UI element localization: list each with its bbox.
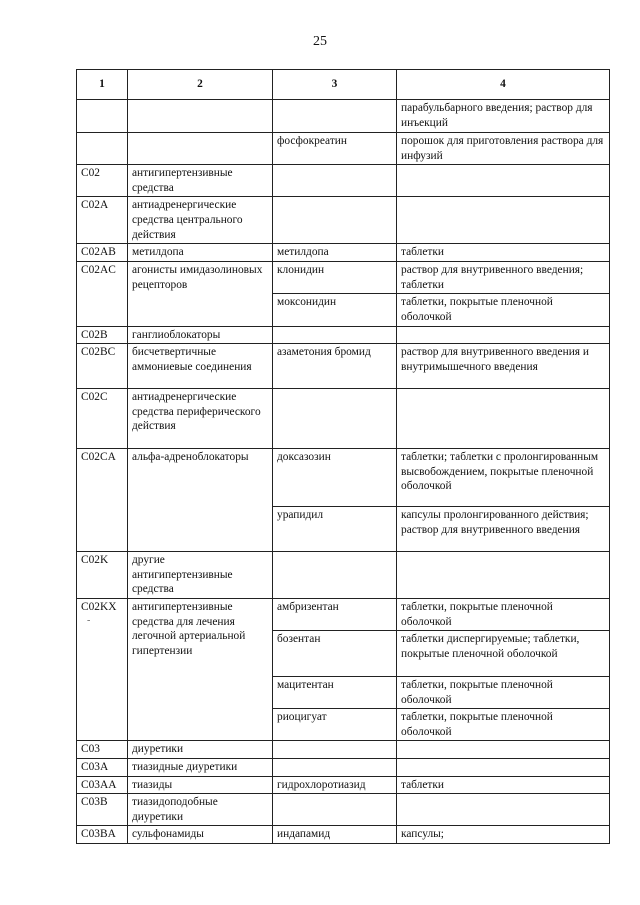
table-row: [77, 741, 610, 759]
anatomic-group-cell: [128, 165, 273, 197]
table-row: [77, 776, 610, 794]
drug-name-cell: [273, 507, 397, 552]
table-row: [77, 197, 610, 244]
dosage-form-cell: [397, 197, 610, 244]
dosage-form-cell: [397, 294, 610, 326]
table-row: [77, 344, 610, 389]
drug-name-cell-text: фосфокреатин: [277, 135, 347, 147]
atc-code-cell-text: C02KX: [81, 600, 117, 613]
atc-code-cell: [77, 244, 128, 262]
atc-code-cell-text: C03BA: [81, 828, 116, 841]
atc-code-cell: [77, 262, 128, 326]
anatomic-group-cell: [128, 598, 273, 741]
dosage-form-cell: [397, 244, 610, 262]
drug-name-cell-text: урапидил: [277, 509, 324, 522]
anatomic-group-cell-text: ганглиоблокаторы: [132, 328, 221, 341]
anatomic-group-cell: [128, 776, 273, 794]
dosage-form-cell: [397, 100, 610, 133]
drug-name-cell-text: бозентан: [277, 633, 321, 646]
dosage-form-cell: [397, 389, 610, 449]
header-col-1: 1: [77, 70, 128, 100]
anatomic-group-cell: [128, 552, 273, 599]
atc-code-cell-text: C02K: [81, 554, 109, 567]
atc-code-cell: [77, 449, 128, 552]
dosage-form-cell-text: таблетки, покрытые пленочной оболочкой: [401, 679, 553, 706]
anatomic-group-cell: [128, 741, 273, 759]
table-body: [77, 100, 610, 844]
anatomic-group-cell: [128, 449, 273, 552]
drug-name-cell: [273, 759, 397, 777]
drug-name-cell: [273, 741, 397, 759]
anatomic-group-cell: [128, 100, 273, 133]
dosage-form-cell: [397, 326, 610, 344]
table-header-row: [77, 70, 610, 100]
table-row: [77, 552, 610, 599]
atc-code-cell-text: C03B: [81, 796, 108, 809]
dosage-form-cell-text: таблетки, покрытые пленочной оболочкой: [401, 600, 553, 628]
dosage-form-cell-text: таблетки; таблетки с пролонгированным высвобождением, покрытые пленочной оболочкой: [401, 451, 599, 493]
atc-code-cell-text: C02AB: [81, 246, 116, 259]
atc-code-cell-text: C02CA: [81, 451, 116, 464]
atc-code-cell: [77, 552, 128, 599]
dosage-form-cell: [397, 133, 610, 165]
drug-name-cell: [273, 294, 397, 326]
anatomic-group-cell: [128, 344, 273, 389]
dosage-form-cell: [397, 165, 610, 197]
atc-code-cell-text: C02A: [81, 199, 109, 212]
drug-name-cell: [273, 631, 397, 677]
drug-name-cell: [273, 794, 397, 826]
atc-code-cell: [77, 776, 128, 794]
anatomic-group-cell: [128, 133, 273, 165]
drug-name-cell: [273, 262, 397, 294]
dosage-form-cell: [397, 598, 610, 630]
dosage-form-cell-text: капсулы;: [401, 828, 444, 841]
anatomic-group-cell: [128, 262, 273, 326]
drug-name-cell: [273, 449, 397, 507]
anatomic-group-cell: [128, 197, 273, 244]
atc-code-cell: [77, 197, 128, 244]
drug-name-cell-text: метилдопа: [277, 246, 329, 259]
anatomic-group-cell-text: агонисты имидазолиновых рецепторов: [132, 264, 263, 291]
drug-name-cell: [273, 389, 397, 449]
drug-name-cell: [273, 677, 397, 709]
dosage-form-cell-text: таблетки: [401, 778, 445, 791]
table-row: [77, 100, 610, 133]
table-row: [77, 826, 610, 844]
atc-code-cell: [77, 326, 128, 344]
atc-code-cell: [77, 133, 128, 165]
anatomic-group-cell-text: сульфонамиды: [132, 828, 204, 841]
table-row: [77, 598, 610, 630]
anatomic-group-cell: [128, 794, 273, 826]
anatomic-group-cell-text: антигипертензивные средства для лечения легочной артериальной гипертензии: [132, 600, 246, 657]
table-row: [77, 133, 610, 165]
anatomic-group-cell-text: тиазидные диуретики: [132, 761, 238, 774]
dosage-form-cell: [397, 826, 610, 844]
anatomic-group-cell-text: бисчетвертичные аммониевые соединения: [132, 346, 252, 373]
dosage-form-cell-text: капсулы пролонгированного действия; раствор для внутривенного введения: [401, 509, 589, 536]
dosage-form-cell-text: таблетки, покрытые пленочной оболочкой: [401, 296, 553, 323]
header-col-2: 2: [128, 70, 273, 100]
dosage-form-cell: [397, 759, 610, 777]
atc-code-cell-text: C02: [81, 167, 100, 180]
anatomic-group-cell-text: альфа-адреноблокаторы: [132, 451, 249, 464]
anatomic-group-cell-text: тиазиды: [132, 778, 173, 791]
anatomic-group-cell: [128, 826, 273, 844]
drug-name-cell: [273, 598, 397, 630]
drug-name-cell: [273, 552, 397, 599]
atc-code-cell: [77, 826, 128, 844]
drug-name-cell-text: моксонидин: [277, 296, 337, 309]
drug-name-cell-text: амбризентан: [277, 600, 339, 613]
dosage-form-cell-text: таблетки диспергируемые; таблетки, покрытые пленочной оболочкой: [401, 633, 580, 660]
drug-name-cell: [273, 344, 397, 389]
atc-code-cell-text: C02AC: [81, 264, 116, 277]
anatomic-group-cell: [128, 389, 273, 449]
drug-name-cell: [273, 709, 397, 741]
atc-code-cell-text: C02BC: [81, 346, 116, 359]
dosage-form-cell: [397, 344, 610, 389]
atc-code-cell: [77, 759, 128, 777]
drug-name-cell: [273, 244, 397, 262]
anatomic-group-cell-text: диуретики: [132, 743, 184, 756]
drug-name-cell-text: гидрохлоротиазид: [277, 778, 366, 791]
table-row: [77, 389, 610, 449]
header-col-3: 3: [273, 70, 397, 100]
header-col-4: 4: [397, 70, 610, 100]
anatomic-group-cell-text: другие антигипертензивные средства: [132, 554, 233, 596]
dosage-form-cell-text: таблетки: [401, 246, 445, 259]
dosage-form-cell-text: раствор для внутривенного введения; таблетки: [401, 264, 584, 291]
drug-name-cell-text: клонидин: [277, 264, 325, 277]
dosage-form-cell: [397, 507, 610, 552]
anatomic-group-cell: [128, 759, 273, 777]
anatomic-group-cell-text: антиадренергические средства центрального действия: [132, 199, 243, 241]
table-row: [77, 449, 610, 507]
drug-name-cell-text: мацитентан: [277, 679, 334, 692]
drug-name-cell-text: доксазозин: [277, 451, 331, 464]
atc-code-cell-text: C03: [81, 743, 100, 756]
table-row: [77, 262, 610, 294]
anatomic-group-cell-text: антиадренергические средства периферического действия: [132, 391, 261, 433]
dosage-form-cell-text: порошок для приготовления раствора для инфузий: [401, 135, 604, 162]
drug-name-cell: [273, 100, 397, 133]
dosage-form-cell: [397, 677, 610, 709]
dosage-form-cell: [397, 552, 610, 599]
atc-code-cell: [77, 794, 128, 826]
atc-code-cell: [77, 741, 128, 759]
drug-name-cell-text: риоцигуат: [277, 711, 327, 724]
drug-classification-table: [76, 69, 610, 844]
dosage-form-cell: [397, 262, 610, 294]
anatomic-group-cell-text: антигипертензивные средства: [132, 167, 233, 194]
page-number: 25: [313, 34, 327, 49]
atc-code-cell: [77, 100, 128, 133]
atc-code-cell: [77, 389, 128, 449]
margin-mark: -: [87, 614, 91, 626]
table-row: [77, 244, 610, 262]
drug-name-cell-text: индапамид: [277, 828, 331, 841]
dosage-form-cell: [397, 794, 610, 826]
drug-name-cell-text: азаметония бромид: [277, 346, 371, 359]
dosage-form-cell-text: раствор для внутривенного введения и внутримышечного введения: [401, 346, 589, 373]
table-row: [77, 326, 610, 344]
dosage-form-cell: [397, 741, 610, 759]
drug-name-cell: [273, 326, 397, 344]
atc-code-cell-text: C03A: [81, 761, 109, 774]
atc-code-cell: [77, 165, 128, 197]
dosage-form-cell: [397, 449, 610, 507]
atc-code-cell-text: C03AA: [81, 778, 117, 791]
dosage-form-cell-text: таблетки, покрытые пленочной оболочкой: [401, 711, 553, 738]
dosage-form-cell: [397, 709, 610, 741]
table-row: [77, 759, 610, 777]
anatomic-group-cell-text: метилдопа: [132, 246, 184, 259]
table-row: [77, 794, 610, 826]
dosage-form-cell: [397, 631, 610, 677]
table-row: [77, 165, 610, 197]
dosage-form-cell-text: парабульбарного введения; раствор для инъекций: [401, 102, 593, 129]
atc-code-cell: [77, 598, 128, 741]
dosage-form-cell: [397, 776, 610, 794]
drug-name-cell: [273, 197, 397, 244]
drug-name-cell: [273, 165, 397, 197]
anatomic-group-cell: [128, 244, 273, 262]
anatomic-group-cell: [128, 326, 273, 344]
drug-name-cell: [273, 776, 397, 794]
atc-code-cell-text: C02B: [81, 328, 108, 341]
atc-code-cell-text: C02C: [81, 391, 108, 404]
anatomic-group-cell-text: тиазидоподобные диуретики: [132, 796, 218, 823]
drug-name-cell: [273, 826, 397, 844]
drug-name-cell: [273, 133, 397, 165]
atc-code-cell: [77, 344, 128, 389]
